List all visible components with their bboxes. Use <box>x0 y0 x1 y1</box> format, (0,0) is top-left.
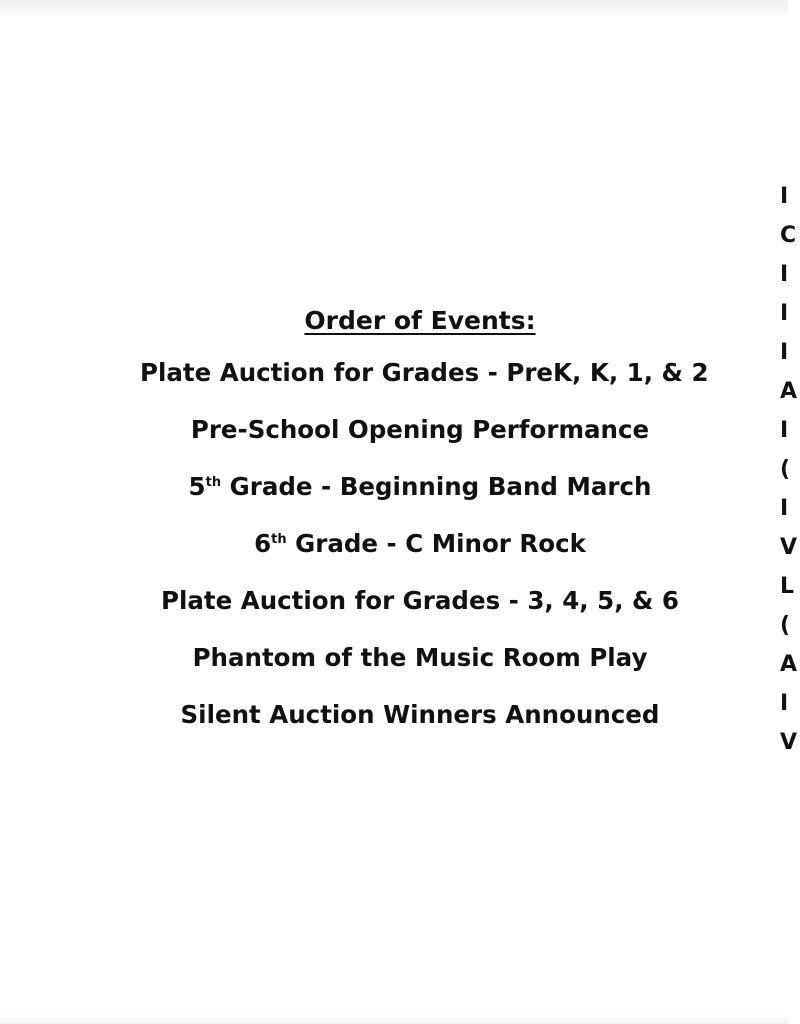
cut-off-line: I <box>780 496 789 521</box>
event-item <box>140 572 700 629</box>
event-text: Plate Auction for Grades - PreK, K, 1, & 2 <box>140 358 709 387</box>
event-item <box>140 629 700 686</box>
event-text: Plate Auction for Grades - 3, 4, 5, & 6 <box>161 586 679 615</box>
cut-off-line: V <box>780 535 798 560</box>
cut-off-line: ( <box>780 613 791 638</box>
ordinal-suffix: th <box>205 474 222 490</box>
event-item <box>140 458 700 515</box>
cut-off-line: I <box>780 691 789 716</box>
page-bottom-shadow <box>0 1014 788 1024</box>
event-text: Grade - Beginning Band March <box>221 472 652 501</box>
cut-off-line: A <box>780 652 798 677</box>
event-text: Grade - C Minor Rock <box>286 529 586 558</box>
cut-off-line: A <box>780 379 798 404</box>
cut-off-text-column <box>780 182 800 767</box>
cut-off-line: L <box>780 574 795 599</box>
grade-number: 6 <box>254 529 272 558</box>
cut-off-line: I <box>780 418 789 443</box>
cut-off-line: I <box>780 184 789 209</box>
cut-off-line: I <box>780 262 789 287</box>
event-text: Phantom of the Music Room Play <box>192 643 648 672</box>
event-item <box>140 515 700 572</box>
cut-off-line: I <box>780 301 789 326</box>
grade-number: 5 <box>188 472 206 501</box>
event-text: Silent Auction Winners Announced <box>180 700 660 729</box>
event-text: Pre-School Opening Performance <box>190 415 650 444</box>
page-top-shadow <box>0 0 788 18</box>
cut-off-line: C <box>780 223 797 248</box>
cut-off-line: ( <box>780 457 791 482</box>
event-item <box>140 401 700 458</box>
cut-off-line: V <box>780 730 798 755</box>
cut-off-line: I <box>780 340 789 365</box>
event-item <box>140 686 700 743</box>
order-of-events <box>140 298 709 743</box>
ordinal-suffix: th <box>271 531 287 547</box>
event-item <box>140 344 709 401</box>
order-of-events-title: Order of Events: <box>304 306 536 335</box>
